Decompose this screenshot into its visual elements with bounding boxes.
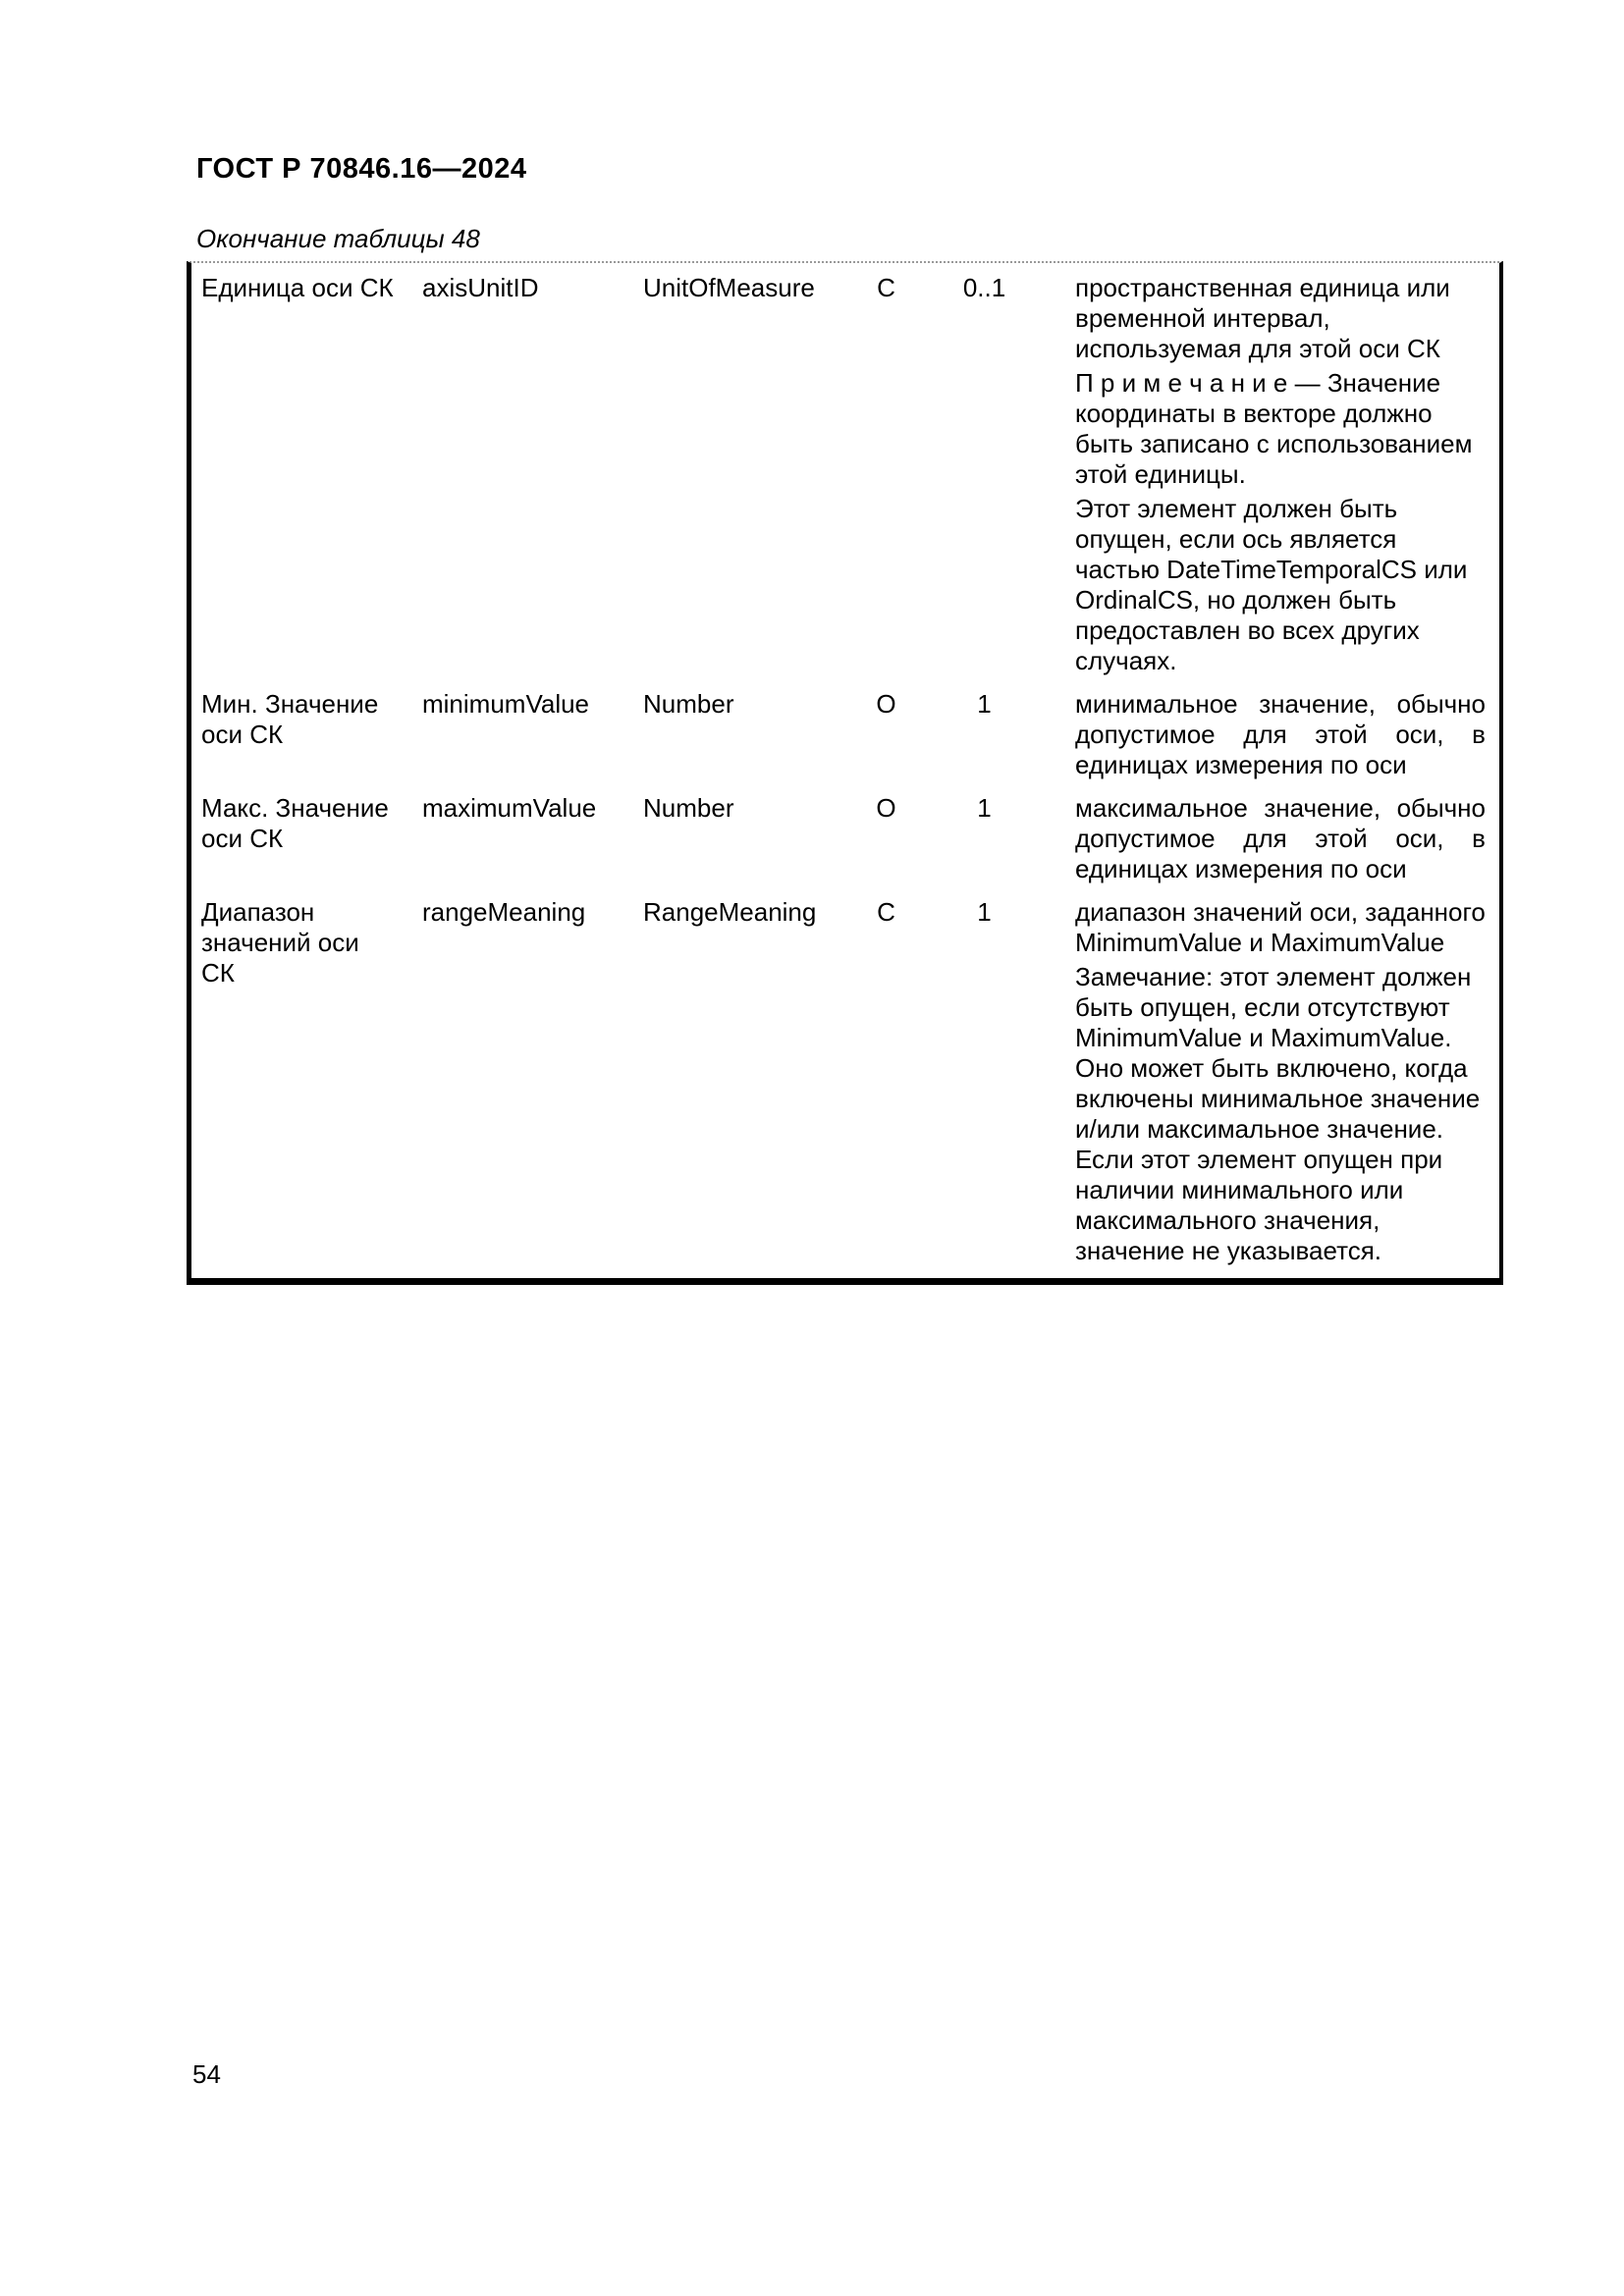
cell-data-type: RangeMeaning (643, 897, 817, 927)
document-number: ГОСТ Р 70846.16—2024 (196, 153, 527, 185)
cell-obligation: C (877, 273, 895, 302)
cell-description: максимальное значение, обычно допустимое для этой оси, в единицах измерения по оси (1075, 793, 1486, 883)
cell-data-type: Number (643, 793, 734, 823)
cell-data-type: UnitOfMeasure (643, 273, 815, 302)
cell-element-russian-name: Диапазон значений оси СК (201, 897, 359, 988)
cell-multiplicity: 0..1 (962, 273, 1006, 302)
cell-obligation: C (877, 897, 895, 927)
cell-element-identifier: minimumValue (422, 689, 590, 719)
cell-obligation: O (876, 793, 896, 823)
cell-description: диапазон значений оси, заданного MinimumValue и MaximumValue Замечание: этот элемент должен быть опущен, если отсутствуют MinimumValue и MaximumValue. Оно может быть включено, когда включены минимальное значение и/или максимальное значение. Если этот элемент опущен при наличии минимального или максимального значения, значение не указывается. (1075, 897, 1486, 1265)
table-caption: Окончание таблицы 48 (196, 224, 480, 253)
table-row (191, 263, 1499, 676)
cell-multiplicity: 1 (977, 793, 992, 823)
table-row (191, 884, 1499, 1278)
cell-description: минимальное значение, обычно допустимое для этой оси, в единицах измерения по оси (1075, 689, 1486, 779)
cell-multiplicity: 1 (977, 689, 992, 719)
cell-data-type: Number (643, 689, 734, 719)
table-48-continuation (187, 261, 1503, 1285)
cell-element-russian-name: Единица оси СК (201, 273, 394, 302)
cell-obligation: O (876, 689, 896, 719)
table-row (191, 676, 1499, 780)
cell-element-identifier: maximumValue (422, 793, 597, 823)
cell-element-identifier: rangeMeaning (422, 897, 586, 927)
page-number: 54 (192, 2059, 221, 2089)
table-row (191, 780, 1499, 884)
cell-multiplicity: 1 (977, 897, 992, 927)
cell-element-russian-name: Мин. Значение оси СК (201, 689, 379, 749)
cell-description: пространственная единица или временной интервал, используемая для этой оси СК П р и м е ч а н и е — Значение координаты в векторе должно быть записано с использованием этой единицы. Этот элемент должен быть опущен, если ось является частью DateTimeTemporalCS или OrdinalCS, но должен быть предоставлен во всех других случаях. (1075, 273, 1473, 675)
cell-element-russian-name: Макс. Значение оси СК (201, 793, 389, 853)
cell-element-identifier: axisUnitID (422, 273, 539, 302)
